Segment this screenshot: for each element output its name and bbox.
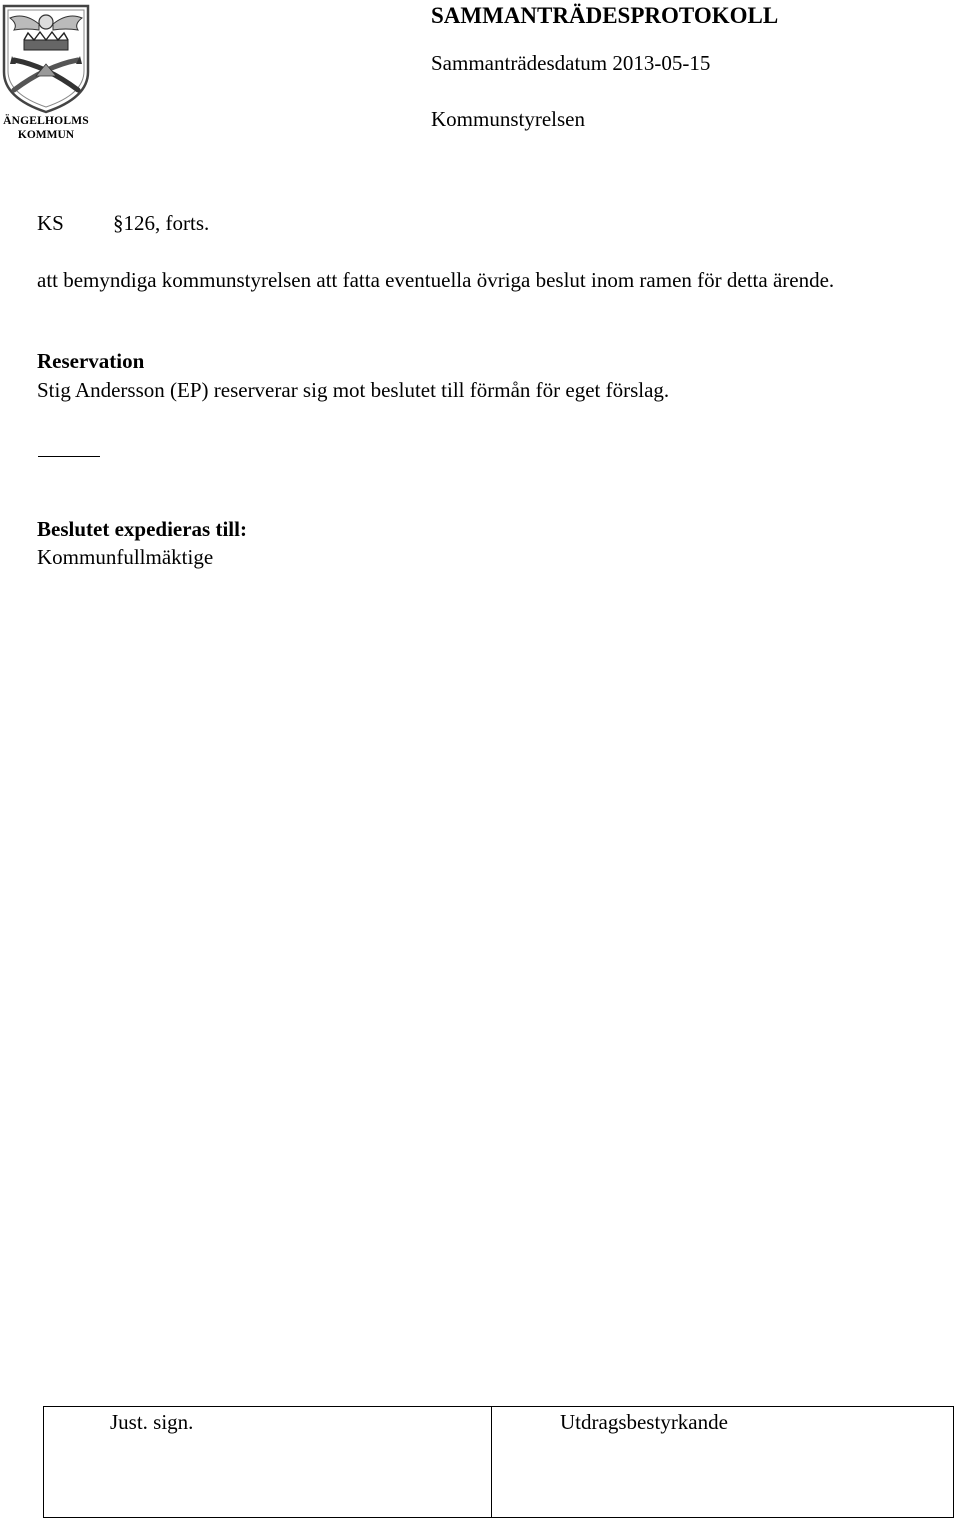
signature-table [43,1406,954,1518]
signature-table-divider [491,1407,492,1517]
document-title: SAMMANTRÄDESPROTOKOLL [431,3,779,28]
meeting-date: Sammanträdesdatum 2013-05-15 [431,51,711,75]
section-number: §126, forts. [113,211,210,235]
logo-text-line2: KOMMUN [17,129,75,141]
committee-name: Kommunstyrelsen [431,107,585,131]
adjuster-signature-label: Just. sign. [110,1410,194,1434]
decision-paragraph: att bemyndiga kommunstyrelsen att fatta eventuella övriga beslut inom ramen för detta ärende. [37,268,835,292]
municipality-logo [0,2,92,146]
reservation-text: Stig Andersson (EP) reserverar sig mot beslutet till förmån för eget förslag. [37,378,670,402]
expedited-recipient: Kommunfullmäktige [37,545,214,569]
certified-extract-label: Utdragsbestyrkande [560,1410,728,1434]
reservation-heading: Reservation [37,349,145,373]
section-divider [38,456,100,457]
section-prefix: KS [37,211,64,235]
coat-of-arms-icon [0,2,92,114]
expedited-heading: Beslutet expedieras till: [37,517,247,541]
logo-text-line1: ÄNGELHOLMS [3,115,89,127]
